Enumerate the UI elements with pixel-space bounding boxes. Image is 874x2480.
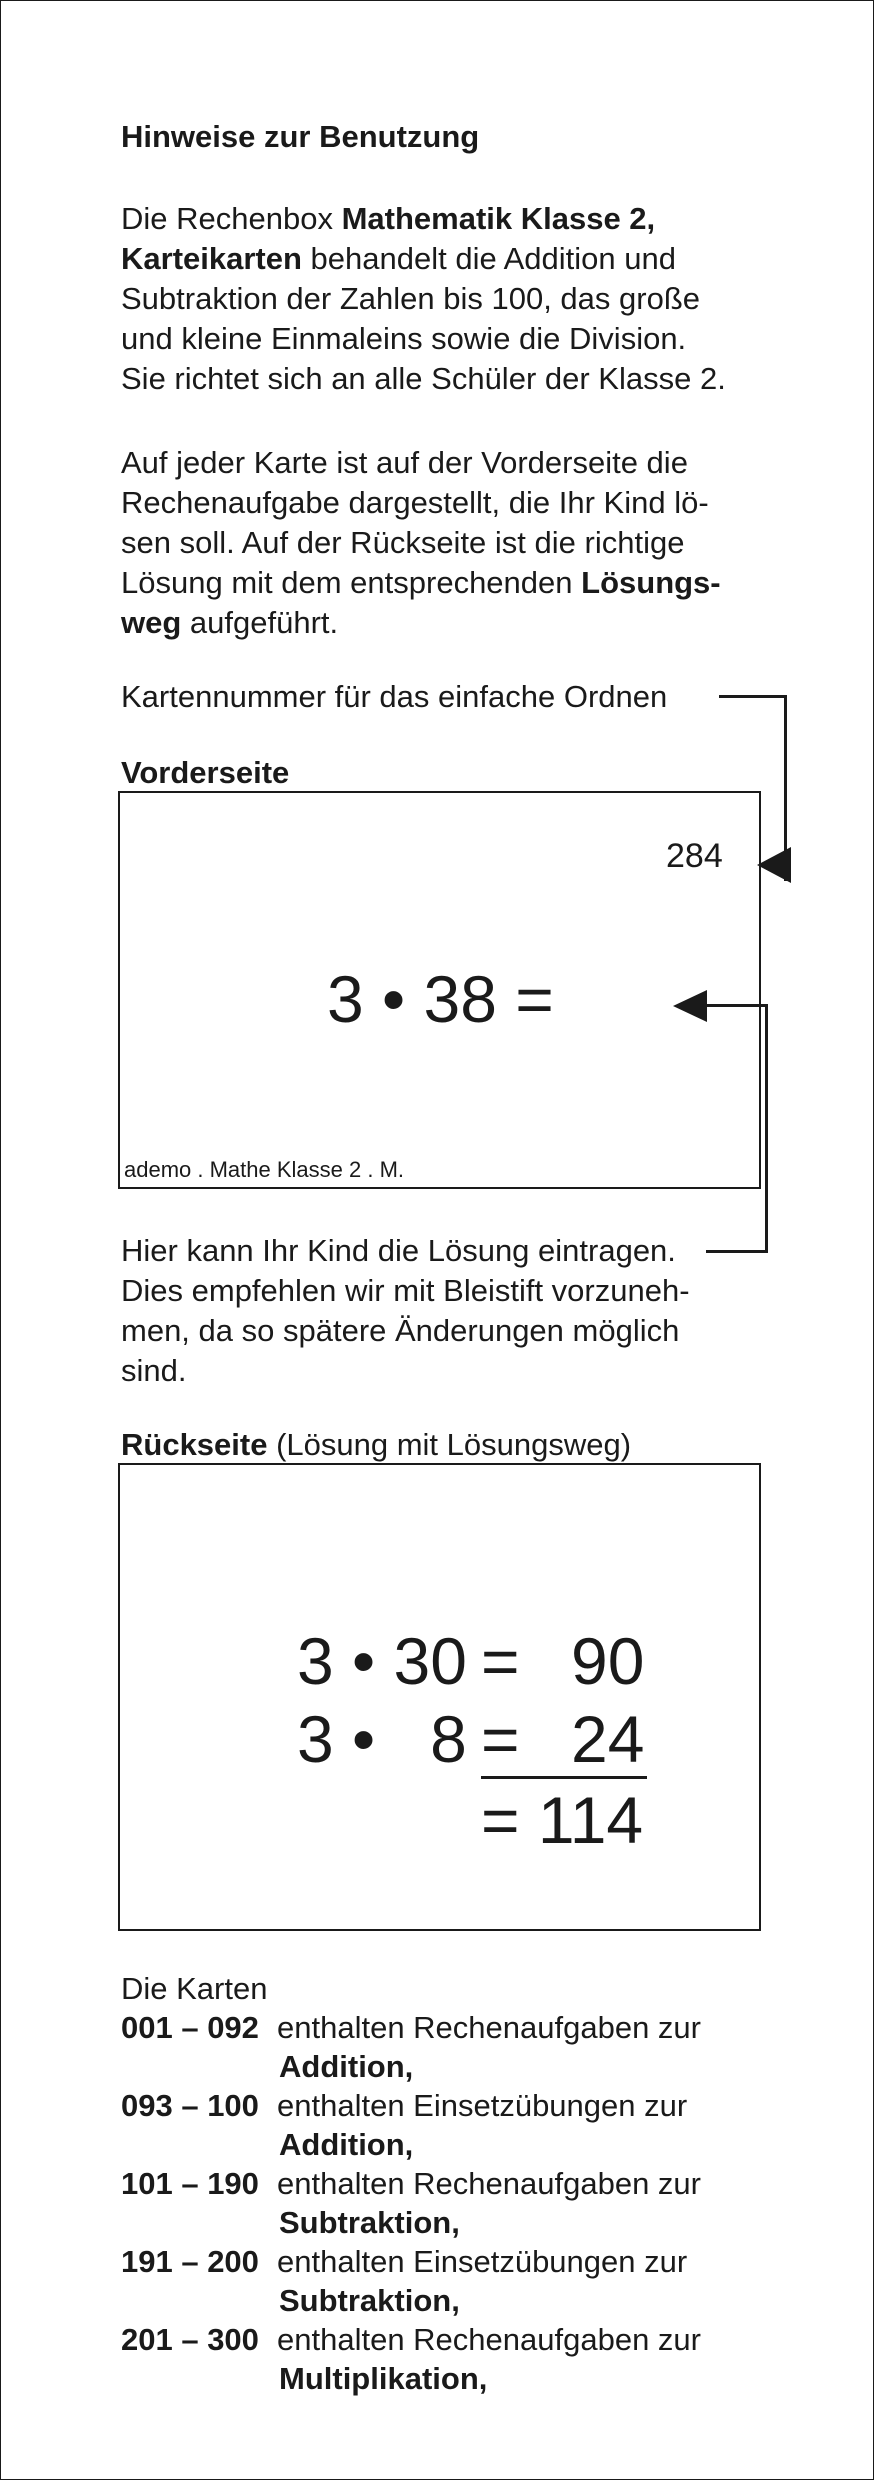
intro-paragraph: [121, 199, 781, 399]
product-name: Mathematik Klasse 2,: [341, 201, 656, 236]
list-item-topic: Addition,: [279, 2049, 414, 2084]
list-item: 001 – 092 enthalten Rechenaufgaben zur: [121, 2010, 701, 2045]
card-footer: ademo . Mathe Klasse 2 . M.: [124, 1157, 405, 1182]
cards-list-intro: Die Karten: [121, 1971, 268, 2006]
arrow-line-top-horizontal: [719, 695, 787, 698]
solution-row-1-equals: =: [481, 1624, 520, 1698]
sum-underline: [481, 1776, 647, 1779]
arrow-head-card-number-icon: [757, 847, 791, 883]
list-item-topic: Multiplikation,: [279, 2361, 488, 2396]
intro-line-4: und kleine Einmaleins sowie die Division.: [121, 321, 687, 356]
intro-line-3: Subtraktion der Zahlen bis 100, das große: [121, 281, 701, 316]
list-item: 101 – 190 enthalten Rechenaufgaben zur: [121, 2166, 701, 2201]
product-type: Karteikarten: [121, 241, 302, 276]
intro-line-1: Die Rechenbox Mathematik Klasse 2,: [121, 201, 656, 236]
cards-list: [121, 2008, 761, 2398]
list-item-topic: Subtraktion,: [279, 2205, 460, 2240]
solution-row-2-value: 24: [571, 1702, 645, 1776]
intro-line-5: Sie richtet sich an alle Schüler der Klasse 2.: [121, 361, 726, 396]
exercise: 3 • 38 =: [327, 962, 554, 1036]
page-title: Hinweise zur Benutzung: [121, 119, 480, 154]
card-number-note: Kartennummer für das einfache Ordnen: [121, 679, 668, 714]
list-item: 093 – 100 enthalten Einsetzübungen zur: [121, 2088, 688, 2123]
back-label: Rückseite (Lösung mit Lösungsweg): [121, 1427, 632, 1462]
list-item: 191 – 200 enthalten Einsetzübungen zur: [121, 2244, 688, 2279]
solution-row-2-equals: =: [481, 1702, 520, 1776]
solution-row-1-value: 90: [571, 1624, 645, 1698]
card-number: 284: [666, 837, 723, 875]
arrow-line-bottom-vertical: [765, 1005, 768, 1253]
intro-line-2: Karteikarten behandelt die Addition und: [121, 241, 676, 276]
list-item-topic: Addition,: [279, 2127, 414, 2162]
solution-row-2-left: 3 • 8: [297, 1702, 467, 1776]
card-description-paragraph: Auf jeder Karte ist auf der Vorderseite die Rechenaufgabe dargestellt, die Ihr Kind lö- sen soll. Auf der Rückseite ist die richtige Lösung mit dem entsprechenden Lösungs- weg aufgeführt.: [121, 445, 721, 640]
solution-row-1-left: 3 • 30: [297, 1624, 467, 1698]
arrow-line-bottom-top: [701, 1004, 768, 1007]
arrow-head-exercise-icon: [673, 990, 707, 1022]
solution-total: = 114: [481, 1783, 644, 1857]
solution-note: Hier kann Ihr Kind die Lösung eintragen. Dies empfehlen wir mit Bleistift vorzuneh- men, da so spätere Änderungen möglich sind.: [121, 1233, 690, 1388]
list-item-topic: Subtraktion,: [279, 2283, 460, 2318]
list-item: 201 – 300 enthalten Rechenaufgaben zur: [121, 2322, 701, 2357]
front-label: Vorderseite: [121, 755, 290, 790]
